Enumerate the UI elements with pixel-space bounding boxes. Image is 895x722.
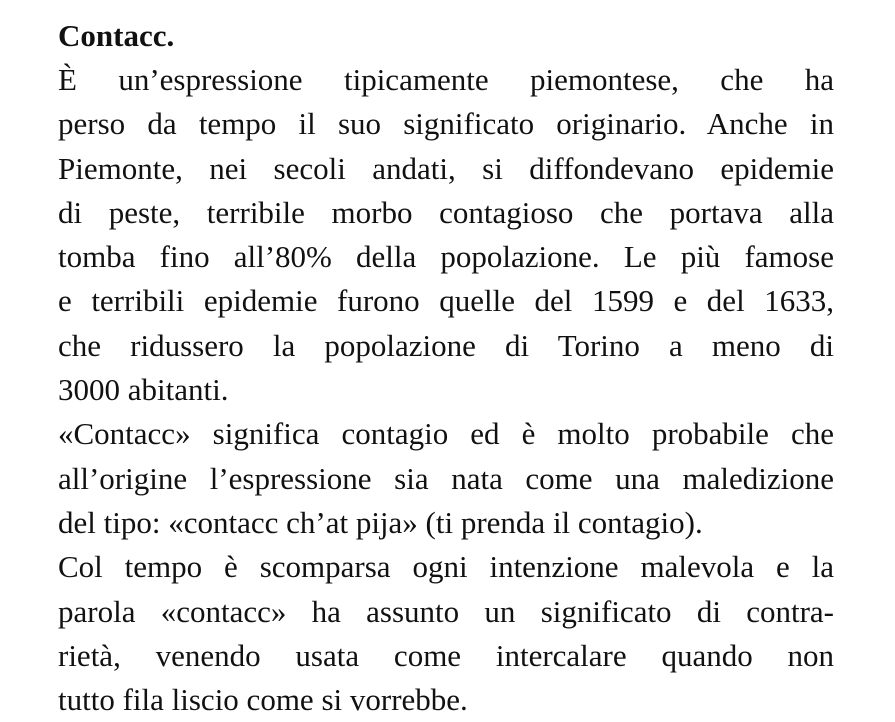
text-line: parola «contacc» ha assunto un significato di contra- [58,593,834,629]
text-line: tomba fino all’80% della popolazione. Le più famose [58,239,834,275]
text-line: e terribili epidemie furono quelle del 1599 e del 1633, [58,283,834,319]
text-line: È un’espressione tipicamente piemontese, che ha [58,62,834,97]
text-line: Col tempo è scomparsa ogni intenzione malevola e la [58,549,834,585]
heading: Contacc. [58,18,175,53]
text-line: all’origine l’espressione sia nata come una maledizione [58,460,834,496]
text-line: di peste, terribile morbo contagioso che portava alla [58,194,834,230]
text-line: «Contacc» significa contagio ed è molto probabile che [58,416,834,452]
text-line: rietà, venendo usata come intercalare quando non [58,637,834,673]
document-page [58,14,834,722]
text-line: tutto fila liscio come si vorrebbe. [58,682,468,718]
text-line: Piemonte, nei secoli andati, si diffondevano epidemie [58,150,834,186]
text-line: del tipo: «contacc ch’at pija» (ti prenda il contagio). [58,504,703,540]
text-line: 3000 abitanti. [58,372,229,408]
text-line: perso da tempo il suo significato originario. Anche in [58,106,834,142]
text-line: che ridussero la popolazione di Torino a meno di [58,327,834,363]
